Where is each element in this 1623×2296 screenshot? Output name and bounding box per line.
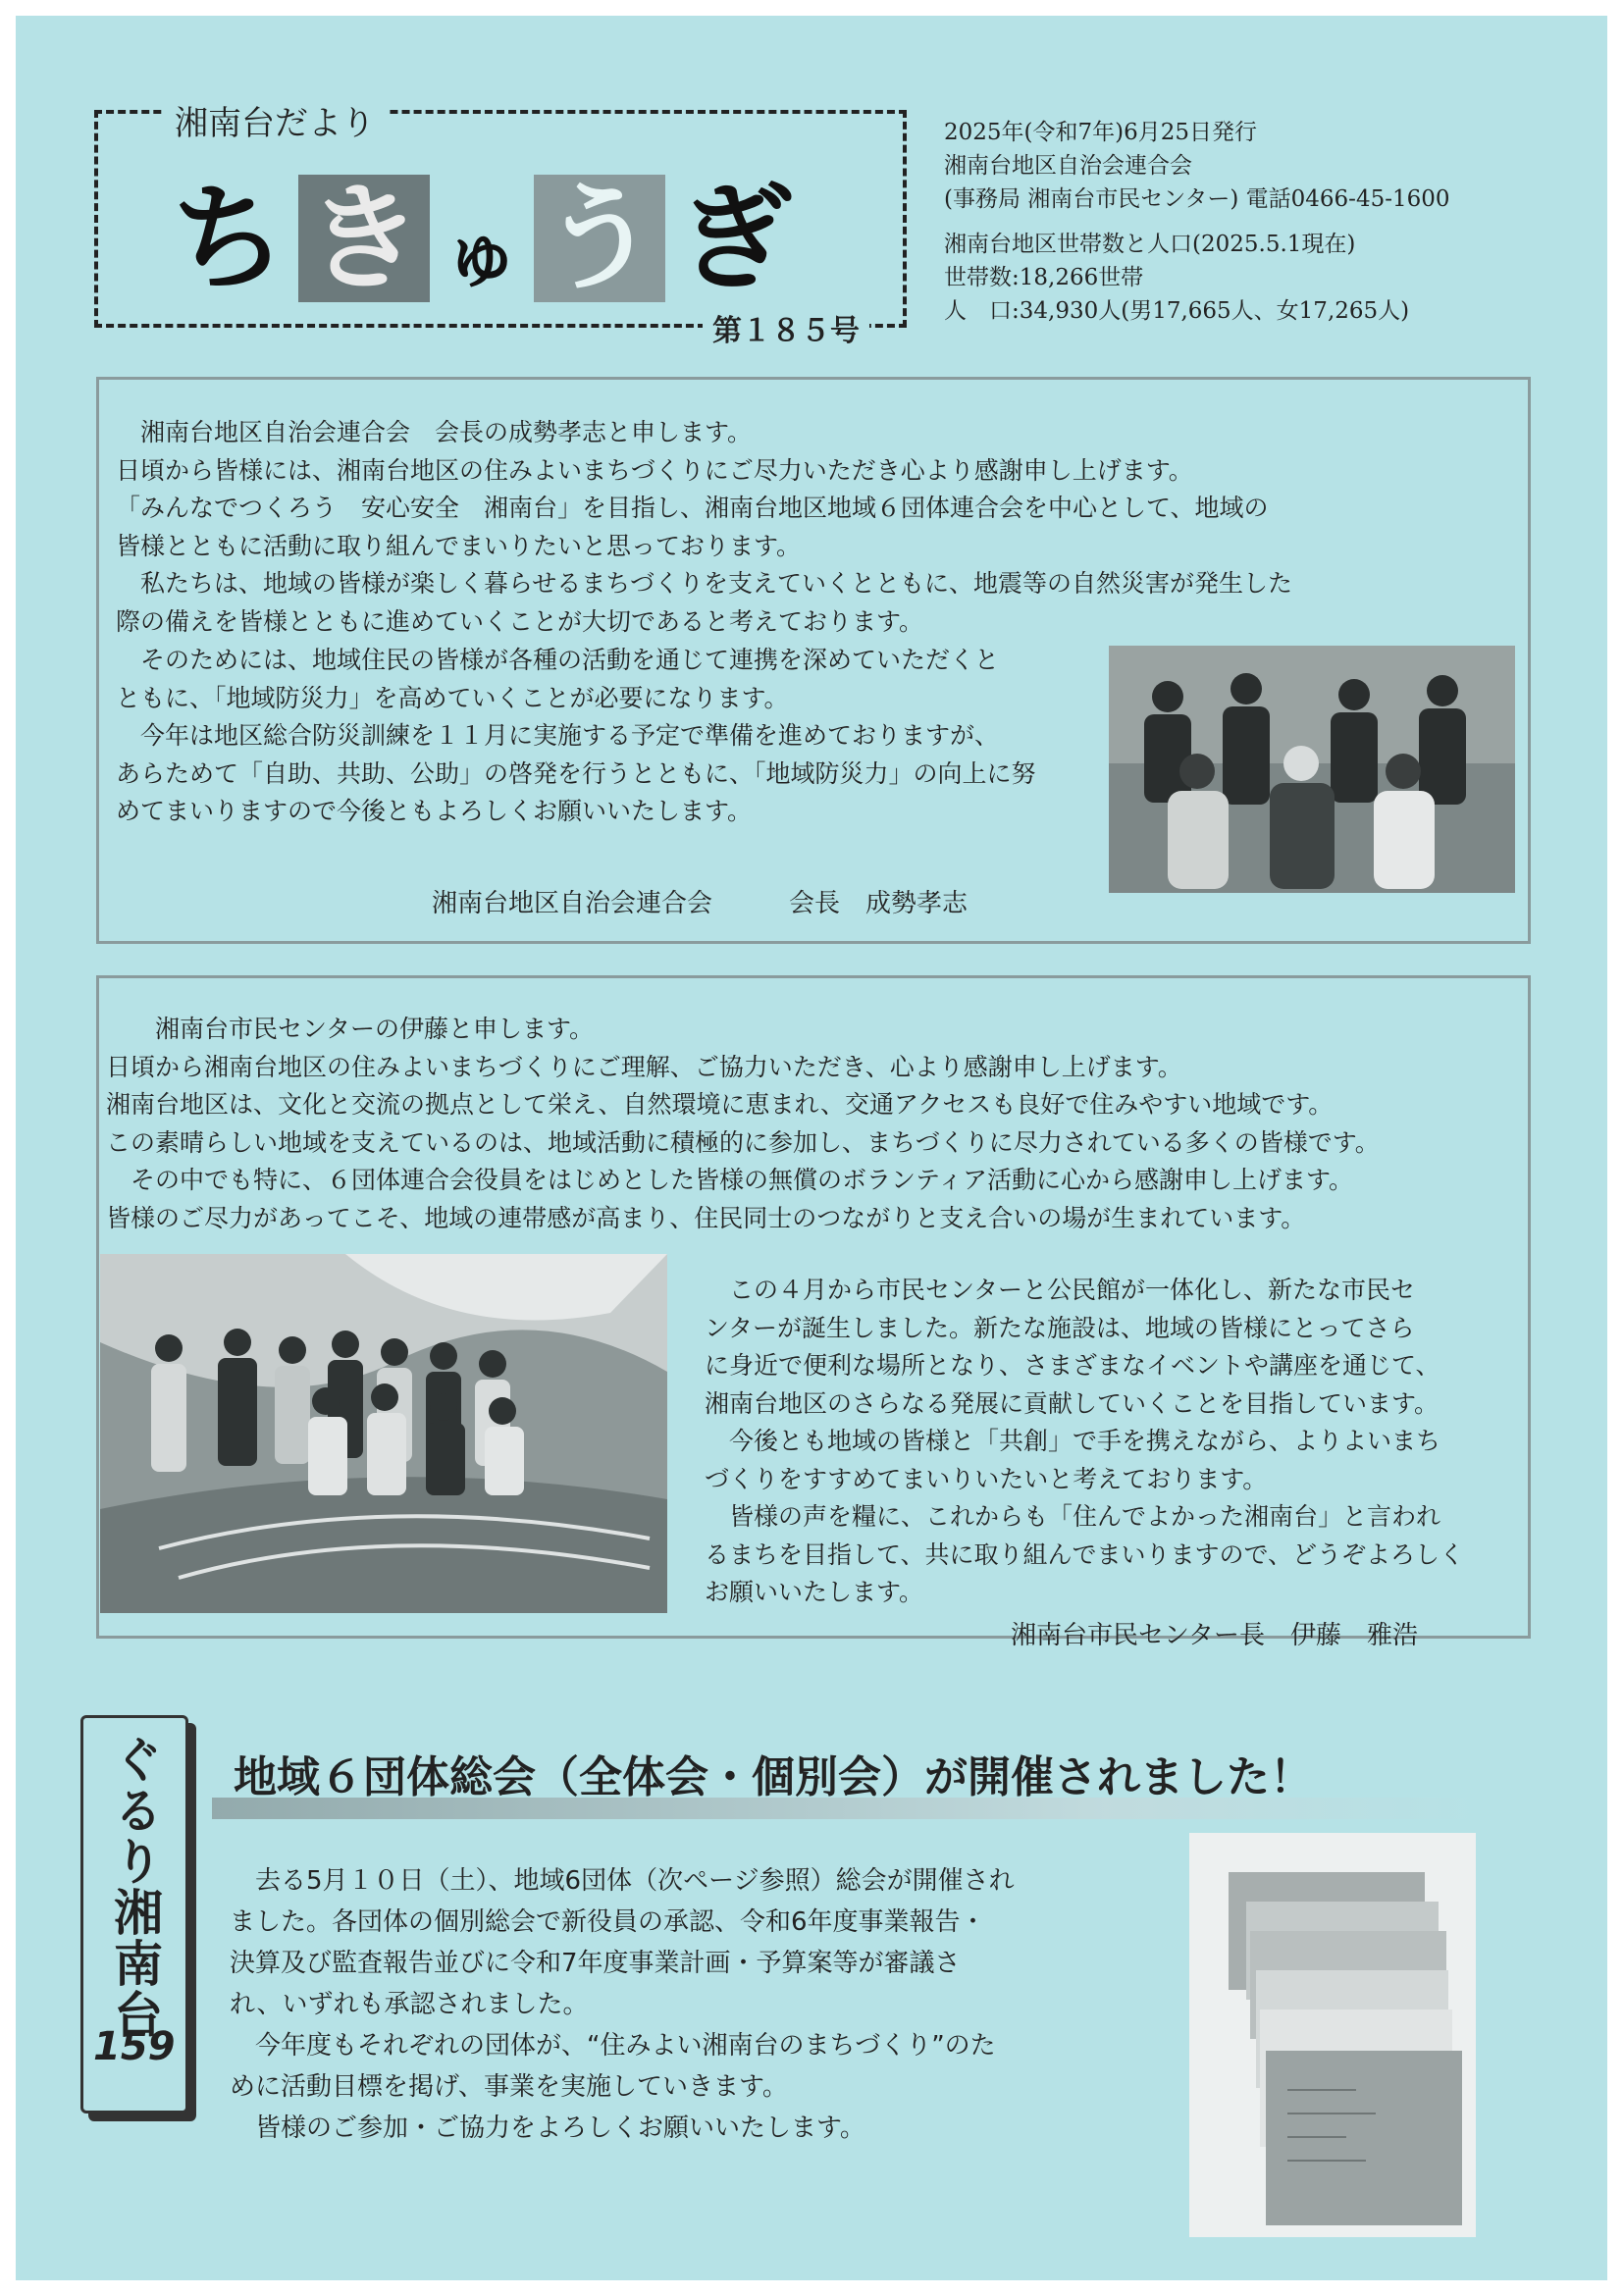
column-title-bar	[80, 1715, 188, 2113]
title-char-1: ち	[171, 171, 288, 306]
issue-number: 第１８５号	[703, 306, 869, 349]
publication-info	[944, 116, 1607, 328]
masthead-title	[163, 155, 801, 306]
population-count: 人 口:34,930人(男17,665人、女17,265人)	[944, 298, 1410, 324]
title-char-3: ゅ	[444, 210, 521, 298]
column-title: ぐるり湘南台	[106, 1734, 163, 2040]
title-char-2: き	[298, 175, 430, 302]
chairman-message-top: 湘南台地区自治会連合会 会長の成勢孝志と申します。 日頃から皆様には、湘南台地区の住みよいまちづくりにご尽力いただき心より感謝申し上げます。 「みんなでつくろう 安心安全 湘南台」を目指し、湘南台地区地域６団体連合会を中心として、地域の 皆様とともに活動に取り組んでまいりたいと思っております。 私たちは、地域の皆様が楽しく暮らせるまちづくりを支えていくとともに、地震等の自然災害が発生した 際の備えを皆様とともに進めていくことが大切であると考えております。	[116, 418, 1293, 636]
center-director-signature: 湘南台市民センター長 伊藤 雅浩	[1011, 1621, 1418, 1650]
column-number: 159	[93, 2024, 176, 2069]
article-body: 去る5月１０日（土）、地域6団体（次ページ参照）総会が開催され ました。各団体の個別総会で新役員の承認、令和6年度事業報告・ 決算及び監査報告並びに令和7年度事業計画・予算案等が審議さ れ、いずれも承認されました。 今年度もそれぞれの団体が、“住みよい湘南台のまちづくり”のた めに活動目標を掲げ、事業を実施していきます。 皆様のご参加・ご協力をよろしくお願いいたします。	[230, 1866, 1015, 2143]
office-contact: (事務局 湘南台市民センター) 電話0466-45-1600	[944, 186, 1450, 212]
publisher-name: 湘南台地区自治会連合会	[944, 153, 1192, 179]
chairman-group-photo	[1109, 646, 1515, 893]
center-director-message-top: 湘南台市民センターの伊藤と申します。 日頃から湘南台地区の住みよいまちづくりにご理解、ご協力いただき、心より感謝申し上げます。 湘南台地区は、文化と交流の拠点として栄え、自然環境に恵まれ、交通アクセスも良好で住みやすい地域です。 この素晴らしい地域を支えているのは、地域活動に積極的に参加し、まちづくりに尽力されている多くの皆様です。 その中でも特に、６団体連合会役員をはじめとした皆様の無償のボランティア活動に心から感謝申し上げます。 皆様のご尽力があってこそ、地域の連帯感が高まり、住民同士のつながりと支え合いの場が生まれています。	[106, 1015, 1380, 1232]
publish-date: 2025年(令和7年)6月25日発行	[944, 120, 1258, 145]
masthead-subtitle: 湘南台だより	[163, 96, 387, 144]
center-director-message-side: この４月から市民センターと公民館が一体化し、新たな市民セ ンターが誕生しました。新たな施設は、地域の皆様にとってさら に身近で便利な場所となり、さまざまなイベントや講座を通じて、 湘南台地区のさらなる発展に貢献していくことを目指しています。 今後とも地域の皆様と「共創」で手を携えながら、よりよいまち づくりをすすめてまいりいたいと考えております。 皆様の声を糧に、これからも「住んでよかった湘南台」と言われ るまちを目指して、共に取り組んでまいりますので、どうぞよろしく お願いいたします。	[705, 1276, 1465, 1606]
newsletter-page	[16, 16, 1607, 2280]
household-count: 世帯数:18,266世帯	[944, 265, 1144, 290]
center-staff-photo	[100, 1254, 667, 1613]
documents-photo	[1189, 1833, 1476, 2237]
chairman-signature: 湘南台地区自治会連合会 会長 成勢孝志	[432, 889, 969, 918]
population-heading: 湘南台地区世帯数と人口(2025.5.1現在)	[944, 232, 1356, 257]
article-headline: 地域６団体総会（全体会・個別会）が開催されました！	[234, 1752, 1313, 1802]
title-char-4: う	[534, 175, 665, 302]
title-char-5: ぎ	[677, 171, 794, 306]
chairman-message-side: そのためには、地域住民の皆様が各種の活動を通じて連携を深めていただくと ともに、「地域防災力」を高めていくことが必要になります。 今年は地区総合防災訓練を１１月に実施する予定で準備を進めておりますが、 あらためて「自助、共助、公助」の啓発を行うとともに、「地域防災力」の向上に努 めてまいりますので今後ともよろしくお願いいたします。	[116, 646, 1036, 825]
